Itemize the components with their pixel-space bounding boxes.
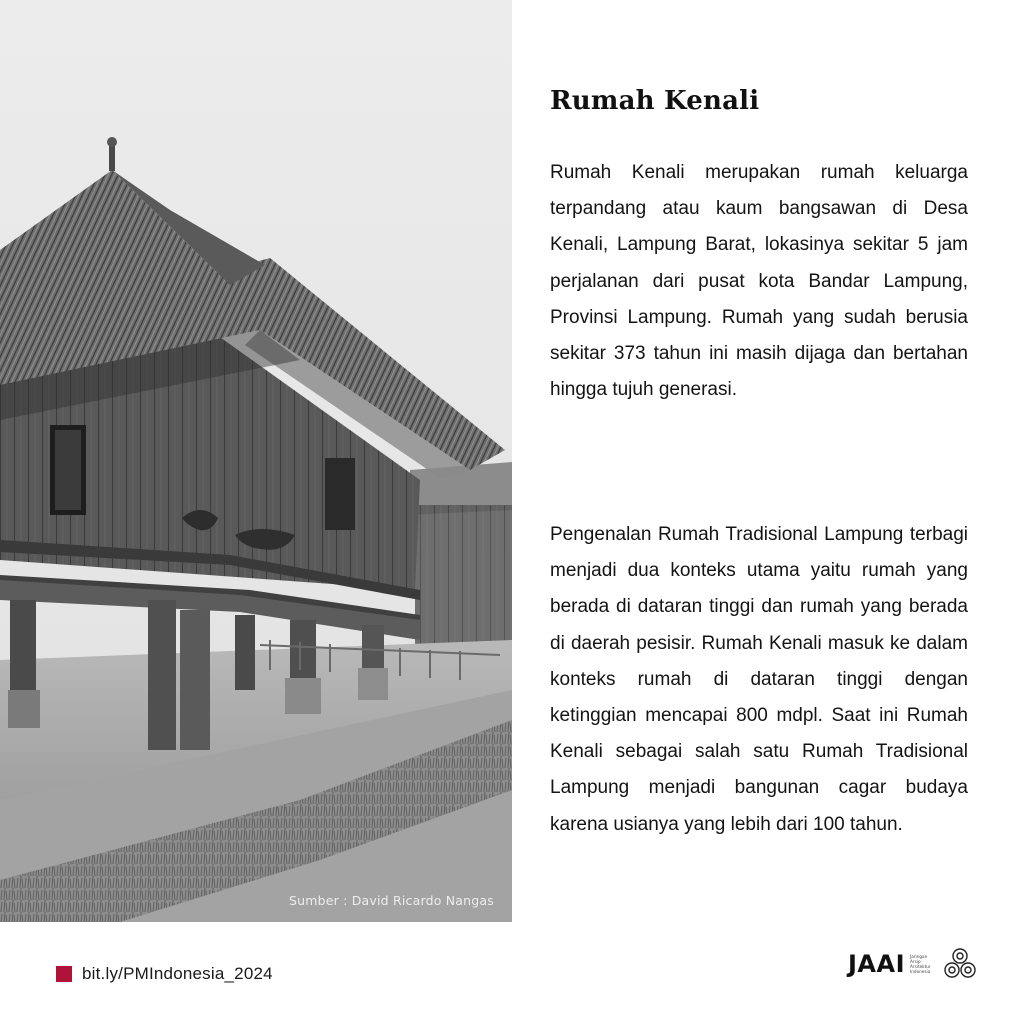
triple-spiral-icon <box>942 946 978 982</box>
footer-link[interactable] <box>56 964 273 984</box>
brand-subtitle: Jaringan Arsip Arsitektur Indonesia <box>910 954 931 974</box>
brand-name: JAAI <box>848 950 906 978</box>
house-photo <box>0 0 512 922</box>
traditional-house-illustration <box>0 0 512 922</box>
photo-credit: Sumber : David Ricardo Nangas <box>288 893 494 908</box>
page-title: Rumah Kenali <box>550 86 760 116</box>
square-bullet-icon <box>56 966 72 982</box>
paragraph-context: Pengenalan Rumah Tradisional Lampung terbagi menjadi dua konteks utama yaitu rumah yang berada di dataran tinggi dan rumah yang berada di daerah pesisir. Rumah Kenali masuk ke dalam konteks rumah di dataran tinggi dengan ketinggian mencapai 800 mdpl. Saat ini Rumah Kenali sebagai salah satu Rumah Tradisional Lampung menjadi bangunan cagar budaya karena usianya yang lebih dari 100 tahun. <box>550 524 968 835</box>
footer-link-text[interactable]: bit.ly/PMIndonesia_2024 <box>82 964 273 983</box>
brand-logo <box>848 946 978 982</box>
paragraph-intro: Rumah Kenali merupakan rumah keluarga terpandang atau kaum bangsawan di Desa Kenali, Lampung Barat, lokasinya sekitar 5 jam perjalanan dari pusat kota Bandar Lampung, Provinsi Lampung. Rumah yang sudah berusia sekitar 373 tahun ini masih dijaga dan bertahan hingga tujuh generasi. <box>550 162 968 401</box>
